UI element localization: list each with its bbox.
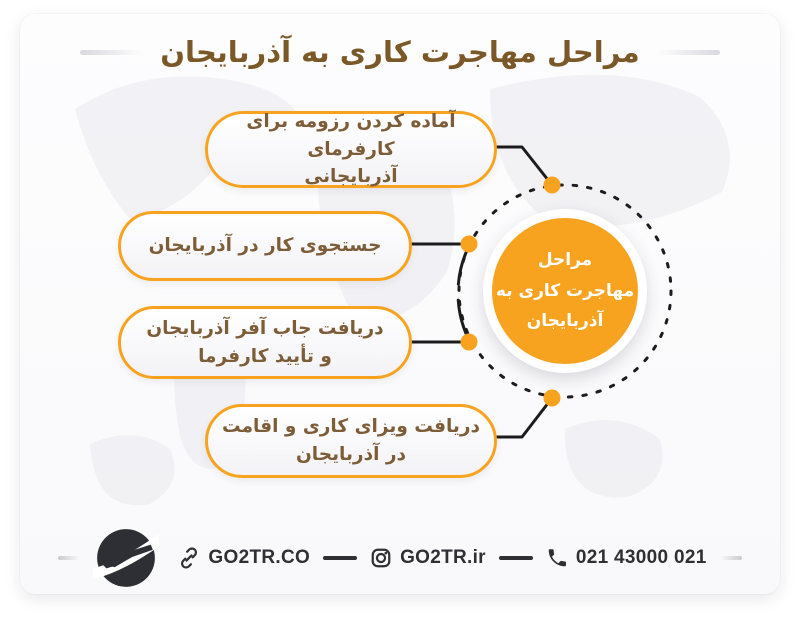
step-box-visa	[205, 404, 497, 478]
step-text-line: دریافت ویزای کاری و اقامت	[222, 416, 480, 438]
go2tr-logo-icon	[93, 525, 159, 591]
world-map-watermark	[20, 14, 780, 594]
step-text-line: در آذربایجان	[296, 444, 406, 465]
instagram-link[interactable]	[370, 547, 486, 569]
title-dash-left	[80, 50, 142, 55]
phone-label: 021 43000 021	[575, 547, 707, 568]
link-icon	[178, 547, 200, 569]
step-text-line: دریافت جاب آفر آذربایجان	[146, 317, 384, 339]
title-row	[0, 30, 800, 74]
website-link[interactable]	[178, 547, 310, 569]
step-text-line: و تأیید کارفرما	[198, 345, 332, 367]
footer-edge-dash-right	[720, 556, 742, 560]
step-box-resume	[205, 111, 497, 188]
title-dash-right	[658, 50, 720, 55]
step-text-line: آماده کردن رزومه برای کارفرمای	[246, 110, 456, 160]
badge-text-line: آذربایجان	[526, 311, 604, 332]
footer-separator	[499, 556, 533, 560]
center-badge-circle	[492, 218, 638, 364]
phone-icon	[546, 547, 568, 569]
phone-link[interactable]	[546, 547, 707, 569]
instagram-label: GO2TR.ir	[400, 547, 486, 568]
step-box-job-search	[118, 211, 412, 281]
instagram-icon	[370, 547, 392, 569]
website-label: GO2TR.CO	[208, 547, 311, 568]
step-box-job-offer	[118, 306, 412, 379]
footer-edge-dash-left	[58, 556, 80, 560]
footer-separator	[323, 556, 357, 560]
center-badge	[483, 209, 647, 373]
badge-text-line: مهاجرت کاری به	[495, 280, 635, 301]
footer-bar	[20, 522, 780, 594]
badge-text-line: مراحل	[537, 250, 593, 271]
page-title: مراحل مهاجرت کاری به آذربایجان	[160, 34, 640, 69]
step-text-line: جستجوی کار در آذربایجان	[148, 235, 382, 257]
step-text-line: آذربایجانی	[304, 166, 398, 188]
